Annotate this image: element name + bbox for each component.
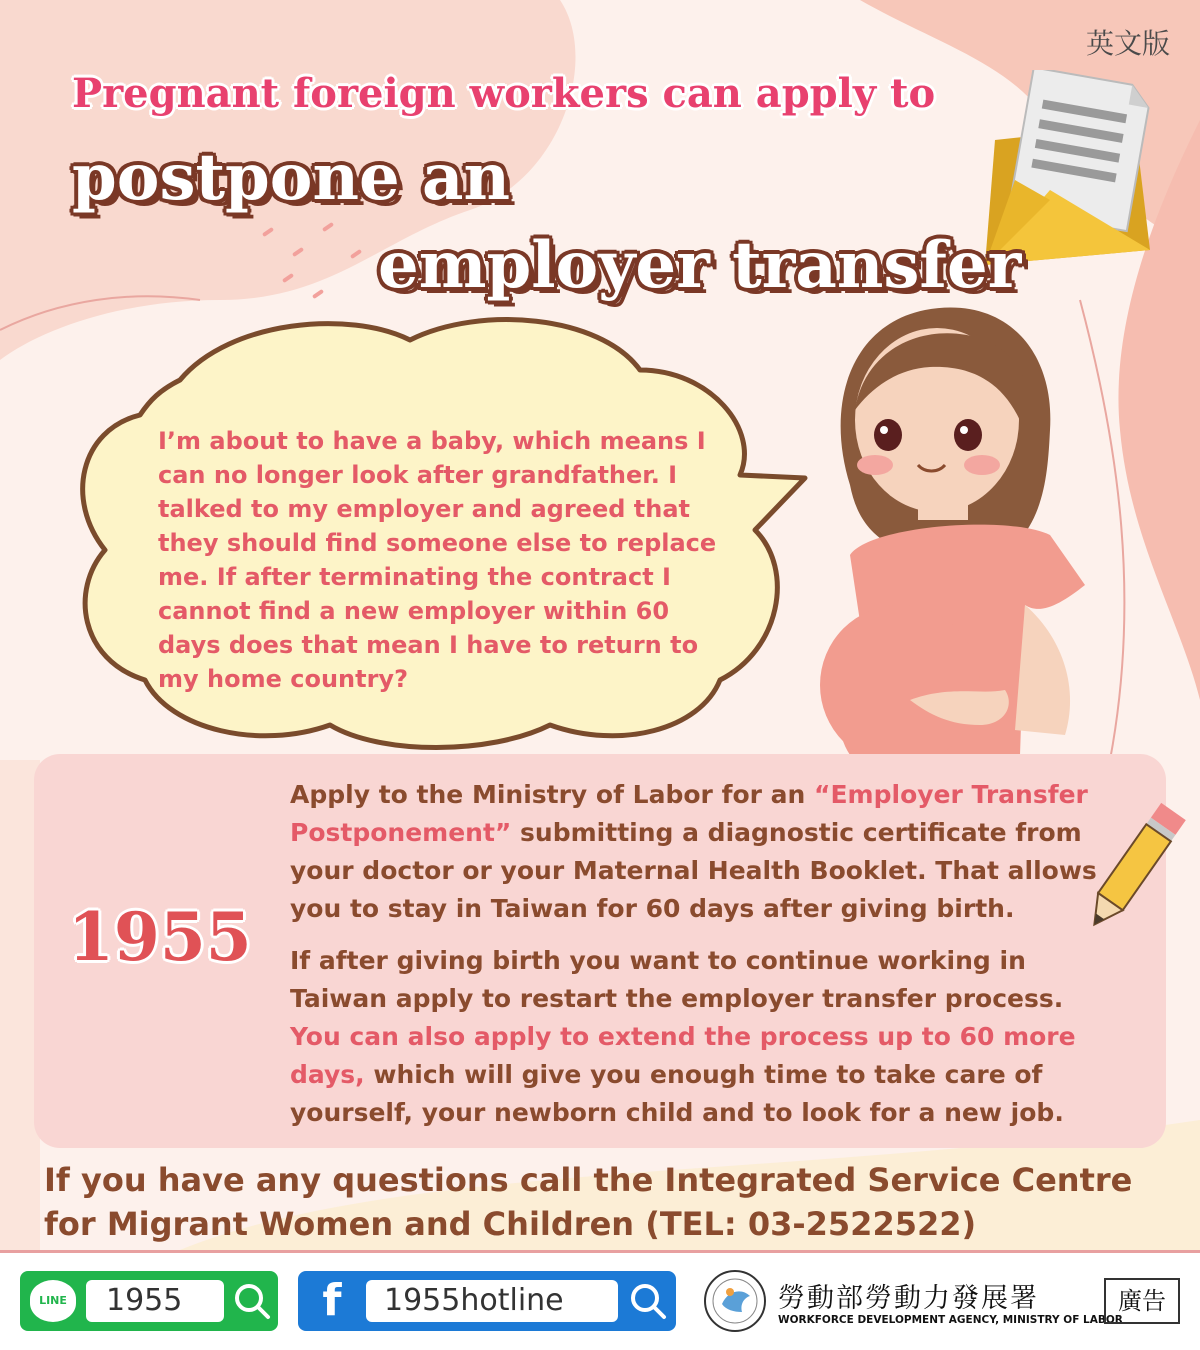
info-p2-highlight: You can also apply to extend the process up to 60 more days,	[290, 1022, 1076, 1089]
advertisement-tag: 廣告	[1104, 1278, 1180, 1324]
facebook-logo-icon: f	[322, 1275, 342, 1326]
headline-main-line-1: postpone an	[72, 140, 510, 215]
contact-info-text: If you have any questions call the Integrated Service Centre for Migrant Women and Children (TEL: 03-2522522)	[44, 1161, 1133, 1243]
line-search-icon[interactable]	[232, 1281, 272, 1321]
info-p1-highlight: “Employer Transfer Postponement”	[290, 780, 1088, 847]
info-paragraph-2	[290, 942, 1110, 1132]
pregnant-woman-illustration	[810, 305, 1110, 755]
info-p1-text-a: Apply to the Ministry of Labor for an	[290, 780, 815, 809]
info-p2-text-b: which will give you enough time to take care of yourself, your newborn child and to look for a new job.	[290, 1060, 1064, 1127]
pencil-icon	[1080, 800, 1190, 940]
agency-name-zh: 勞動部勞動力發展署	[778, 1283, 1039, 1314]
agency-seal-icon	[700, 1268, 770, 1334]
line-id-field[interactable]: 1955	[86, 1280, 224, 1322]
info-p1-text-b: submitting a diagnostic certificate from your doctor or your Maternal Health Booklet. That allows you to stay in Taiwan for 60 days after giving birth.	[290, 818, 1097, 923]
info-p2-text-a: If after giving birth you want to continue working in Taiwan apply to restart the employer transfer process.	[290, 946, 1064, 1013]
agency-name-en: WORKFORCE DEVELOPMENT AGENCY, MINISTRY OF LABOR	[778, 1314, 1123, 1326]
facebook-search-icon[interactable]	[628, 1281, 668, 1321]
info-paragraph-1	[290, 776, 1110, 928]
headline-main-line-2: employer transfer	[378, 228, 1022, 303]
line-logo-icon: LINE	[30, 1280, 76, 1322]
facebook-id-field[interactable]: 1955hotline	[366, 1280, 618, 1322]
hotline-number: 1955	[68, 898, 252, 976]
headline-subtitle: Pregnant foreign workers can apply to	[72, 70, 936, 117]
language-tag: 英文版	[1085, 27, 1170, 60]
speech-bubble-text: I’m about to have a baby, which means I can no longer look after grandfather. I talked to my employer and agreed that they should find someone else to replace me. If after terminating the contract I cannot find a new employer within 60 days does that mean I have to return to my home country?	[158, 427, 717, 693]
